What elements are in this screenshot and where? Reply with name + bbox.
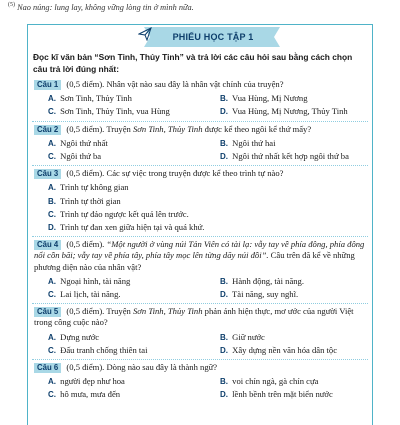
question-text: (0,5 điểm). “Một người ở vùng núi Tản Viên có tài lạ: vẫy tay về phía đông, phía đông nổi cồn bãi; vẫy tay về phía tây, phía tây mọc lên từng dãy núi đồi”. Câu trên đã kể về những phương diện nào của nhân vật? [34,239,365,272]
divider [32,121,368,122]
answer-option-b: B. Vua Hùng, Mị Nương [220,93,308,104]
answer-option-a: A. Trình tự không gian [48,182,129,193]
divider [32,303,368,304]
answer-option-d: D. lềnh bềnh trên mặt biển nước [220,389,333,400]
question-6 [32,362,368,402]
answer-option-a: A. Dựng nước [48,331,100,342]
paper-plane-icon [138,27,152,41]
answer-option-c: C. hô mưa, mưa đến [48,389,121,400]
answer-option-c: C. Lai lịch, tài năng. [48,289,121,300]
answer-option-c: C. Trình tự đảo ngược kết quả lên trước. [48,208,189,219]
answer-option-c: C. Ngôi thứ ba [48,151,102,162]
footnote-text: Nao núng: lung lay, không vững lòng tin ở mình nữa. [17,2,194,12]
question-4 [32,239,368,301]
worksheet-title: PHIẾU HỌC TẬP 1 [172,32,254,42]
question-5 [32,306,368,357]
answer-option-d: D. Xây dựng nền văn hóa dân tộc [220,344,338,355]
footnote [8,2,194,12]
footnote-marker: (5) [8,2,15,8]
answer-option-b: B. Trình tự thời gian [48,195,121,206]
worksheet-banner [138,27,286,47]
question-1 [32,79,368,119]
divider [32,236,368,237]
answer-option-a: A. Ngôi thứ nhất [48,137,108,148]
answer-option-b: B. Giữ nước [220,331,265,342]
question-text: (0,5 điểm). Truyện Sơn Tinh, Thủy Tinh phản ánh hiện thực, mơ ước của người Việt trong công cuộc nào? [34,306,354,328]
question-text: (0,5 điểm). Truyện Sơn Tinh, Thủy Tinh được kể theo ngôi kể thứ mấy? [64,123,312,134]
question-number-badge: Câu 5 [34,307,61,317]
question-2 [32,124,368,164]
question-text: (0,5 điểm). Các sự việc trong truyện được kể theo trình tự nào? [64,168,284,179]
answer-option-b: B. Ngôi thứ hai [220,137,276,148]
question-3 [32,168,368,234]
divider [32,359,368,360]
answer-option-d: D. Ngôi thứ nhất kết hợp ngôi thứ ba [220,151,349,162]
question-number-badge: Câu 4 [34,240,61,250]
question-text: (0,5 điểm). Dòng nào sau đây là thành ngữ? [64,362,218,373]
answer-option-a: A. Sơn Tinh, Thủy Tinh [48,93,132,104]
worksheet-frame [27,24,373,425]
answer-option-b: B. voi chín ngà, gà chín cựa [220,376,319,387]
answer-option-a: A. Ngoại hình, tài năng [48,275,131,286]
answer-option-a: A. người đẹp như hoa [48,376,125,387]
question-number-badge: Câu 2 [34,125,61,135]
answer-option-d: D. Vua Hùng, Mị Nương, Thủy Tinh [220,106,348,117]
answer-option-d: D. Trình tự đan xen giữa hiện tại và quá khứ. [48,222,205,233]
question-number-badge: Câu 1 [34,80,61,90]
question-number-badge: Câu 3 [34,169,61,179]
instructions: Đọc kĩ văn bản “Sơn Tinh, Thủy Tinh” và trả lời các câu hỏi sau bằng cách chọn câu trả lời đúng nhất: [33,52,353,74]
divider [32,165,368,166]
question-number-badge: Câu 6 [34,363,61,373]
answer-option-c: C. Sơn Tinh, Thủy Tinh, vua Hùng [48,106,170,117]
question-list [32,79,368,404]
answer-option-b: B. Hành động, tài năng. [220,275,304,286]
question-text: (0,5 điểm). Nhân vật nào sau đây là nhân vật chính của truyện? [64,79,284,89]
answer-option-c: C. Đấu tranh chống thiên tai [48,344,148,355]
answer-option-d: D. Tài năng, suy nghĩ. [220,289,299,300]
